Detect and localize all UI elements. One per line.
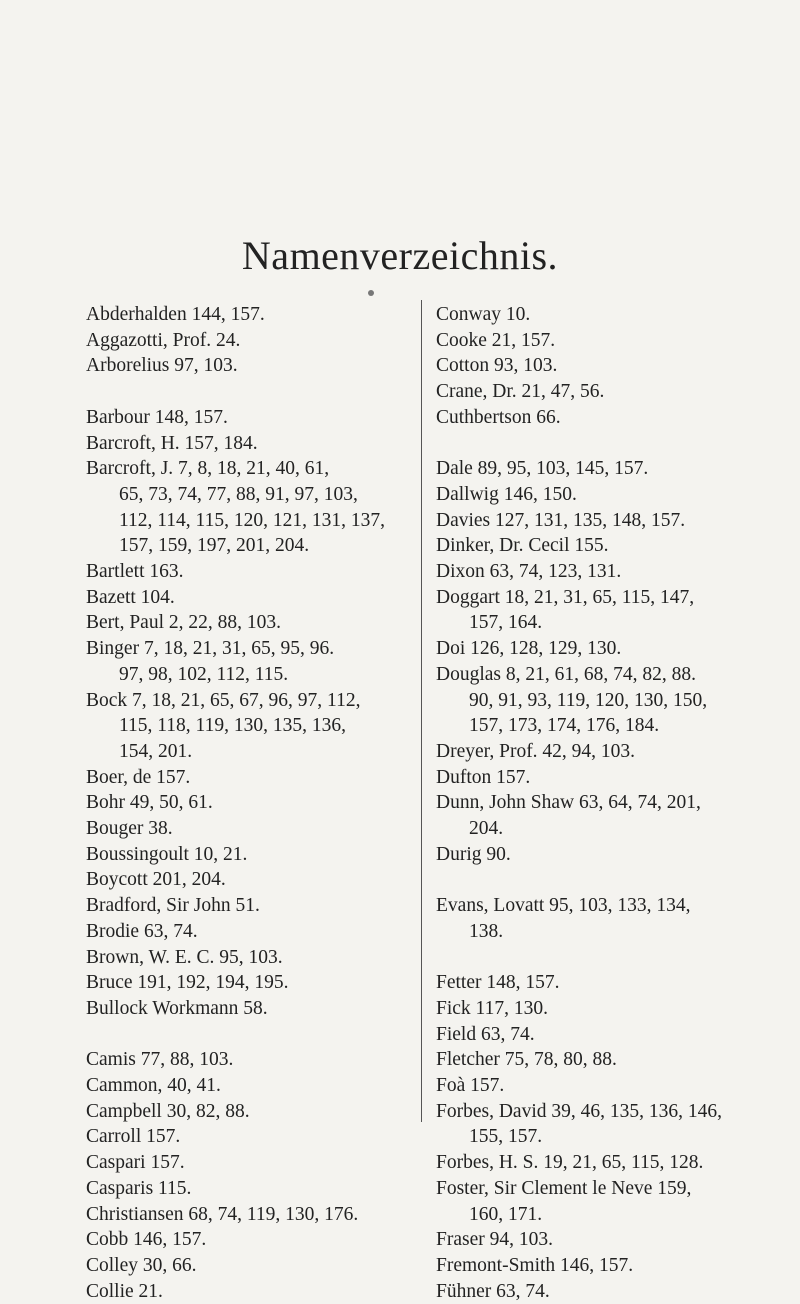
index-entry: Abderhalden 144, 157. [86, 304, 265, 325]
index-entry: Bradford, Sir John 51. [86, 895, 260, 917]
index-entry: Fetter 148, 157. [436, 972, 560, 994]
index-entry: Crane, Dr. 21, 47, 56. [436, 381, 605, 403]
index-entry: Bert, Paul 2, 22, 88, 103. [86, 612, 281, 634]
index-entry: Conway 10. [436, 304, 531, 325]
index-entry: Aggazotti, Prof. 24. [86, 329, 241, 351]
index-entry: Campbell 30, 82, 88. [86, 1100, 250, 1122]
index-entry: Bock 7, 18, 21, 65, 67, 96, 97, 112, 115, 118, 119, 130, 135, 136, 154, 201. [86, 689, 361, 762]
left-column [86, 302, 426, 1304]
index-entry: Casparis 115. [86, 1177, 192, 1199]
index-entry: Doggart 18, 21, 31, 65, 115, 147, 157, 164. [436, 586, 695, 634]
index-entry: Bohr 49, 50, 61. [86, 792, 213, 814]
index-entry: Dixon 63, 74, 123, 131. [436, 561, 622, 583]
index-entry: Caspari 157. [86, 1152, 185, 1174]
index-entry: Carroll 157. [86, 1126, 181, 1148]
index-entry: Boussingoult 10, 21. [86, 843, 248, 865]
index-entry: Bullock Workmann 58. [86, 997, 268, 1019]
index-entry: Bruce 191, 192, 194, 195. [86, 972, 289, 994]
index-entry: Davies 127, 131, 135, 148, 157. [436, 509, 686, 531]
index-entry: Dinker, Dr. Cecil 155. [436, 535, 609, 557]
index-entry: Colley 30, 66. [86, 1254, 197, 1276]
index-entry: Cooke 21, 157. [436, 329, 556, 351]
index-entry: Boer, de 157. [86, 766, 191, 788]
page-title: Namenverzeichnis. [241, 233, 559, 278]
section-gap [436, 945, 776, 971]
index-entry: Doi 126, 128, 129, 130. [436, 638, 622, 660]
index-entry: Brown, W. E. C. 95, 103. [86, 946, 283, 968]
index-entry: Dreyer, Prof. 42, 94, 103. [436, 740, 636, 762]
index-entry: Forbes, H. S. 19, 21, 65, 115, 128. [436, 1152, 704, 1174]
index-entry: Collie 21. [86, 1280, 163, 1302]
index-entry: Boycott 201, 204. [86, 869, 226, 891]
index-entry: Barcroft, J. 7, 8, 18, 21, 40, 61, 65, 73, 74, 77, 88, 91, 97, 103, 112, 114, 115, 120, 121, 131, 137, 157, 159, 197, 201, 204. [86, 458, 385, 557]
section-gap [86, 1022, 426, 1048]
index-entry: Cobb 146, 157. [86, 1229, 207, 1251]
section-gap [436, 867, 776, 893]
index-entry: Binger 7, 18, 21, 31, 65, 95, 96. 97, 98, 102, 112, 115. [86, 638, 335, 685]
index-entry: Barbour 148, 157. [86, 406, 228, 428]
index-entry: Foà 157. [436, 1075, 505, 1097]
index-entry: Forbes, David 39, 46, 135, 136, 146, 155, 157. [436, 1100, 722, 1148]
index-entry: Brodie 63, 74. [86, 920, 198, 942]
column-divider [421, 300, 422, 1122]
index-entry: Barcroft, H. 157, 184. [86, 432, 258, 454]
index-entry: Bartlett 163. [86, 561, 184, 583]
index-entry: Bazett 104. [86, 586, 175, 608]
index-entry: Cammon, 40, 41. [86, 1075, 221, 1097]
index-entry: Cotton 93, 103. [436, 355, 558, 377]
index-entry: Durig 90. [436, 843, 511, 865]
index-entry: Cuthbertson 66. [436, 406, 561, 428]
index-entry: Bouger 38. [86, 818, 173, 840]
index-entry: Fühner 63, 74. [436, 1280, 550, 1302]
index-entry: Arborelius 97, 103. [86, 355, 238, 377]
index-entry: Evans, Lovatt 95, 103, 133, 134, 138. [436, 895, 691, 942]
index-entry: Fick 117, 130. [436, 997, 548, 1019]
index-entry: Dallwig 146, 150. [436, 483, 577, 505]
index-entry: Douglas 8, 21, 61, 68, 74, 82, 88. 90, 91, 93, 119, 120, 130, 150, 157, 173, 174, 176, 184. [436, 663, 708, 737]
index-entry: Fremont-Smith 146, 157. [436, 1254, 634, 1276]
bullet-mark [368, 290, 374, 296]
index-entry: Fraser 94, 103. [436, 1229, 553, 1251]
section-gap [436, 431, 776, 457]
index-entry: Foster, Sir Clement le Neve 159, 160, 171. [436, 1177, 692, 1225]
index-entry: Dale 89, 95, 103, 145, 157. [436, 458, 649, 480]
index-entry: Field 63, 74. [436, 1023, 535, 1045]
index-entry: Fletcher 75, 78, 80, 88. [436, 1049, 617, 1071]
index-entry: Dufton 157. [436, 766, 531, 788]
index-entry: Dunn, John Shaw 63, 64, 74, 201, 204. [436, 792, 701, 840]
index-entry: Christiansen 68, 74, 119, 130, 176. [86, 1203, 359, 1225]
index-entry: Camis 77, 88, 103. [86, 1049, 234, 1071]
section-gap [86, 379, 426, 405]
right-column [436, 302, 776, 1304]
